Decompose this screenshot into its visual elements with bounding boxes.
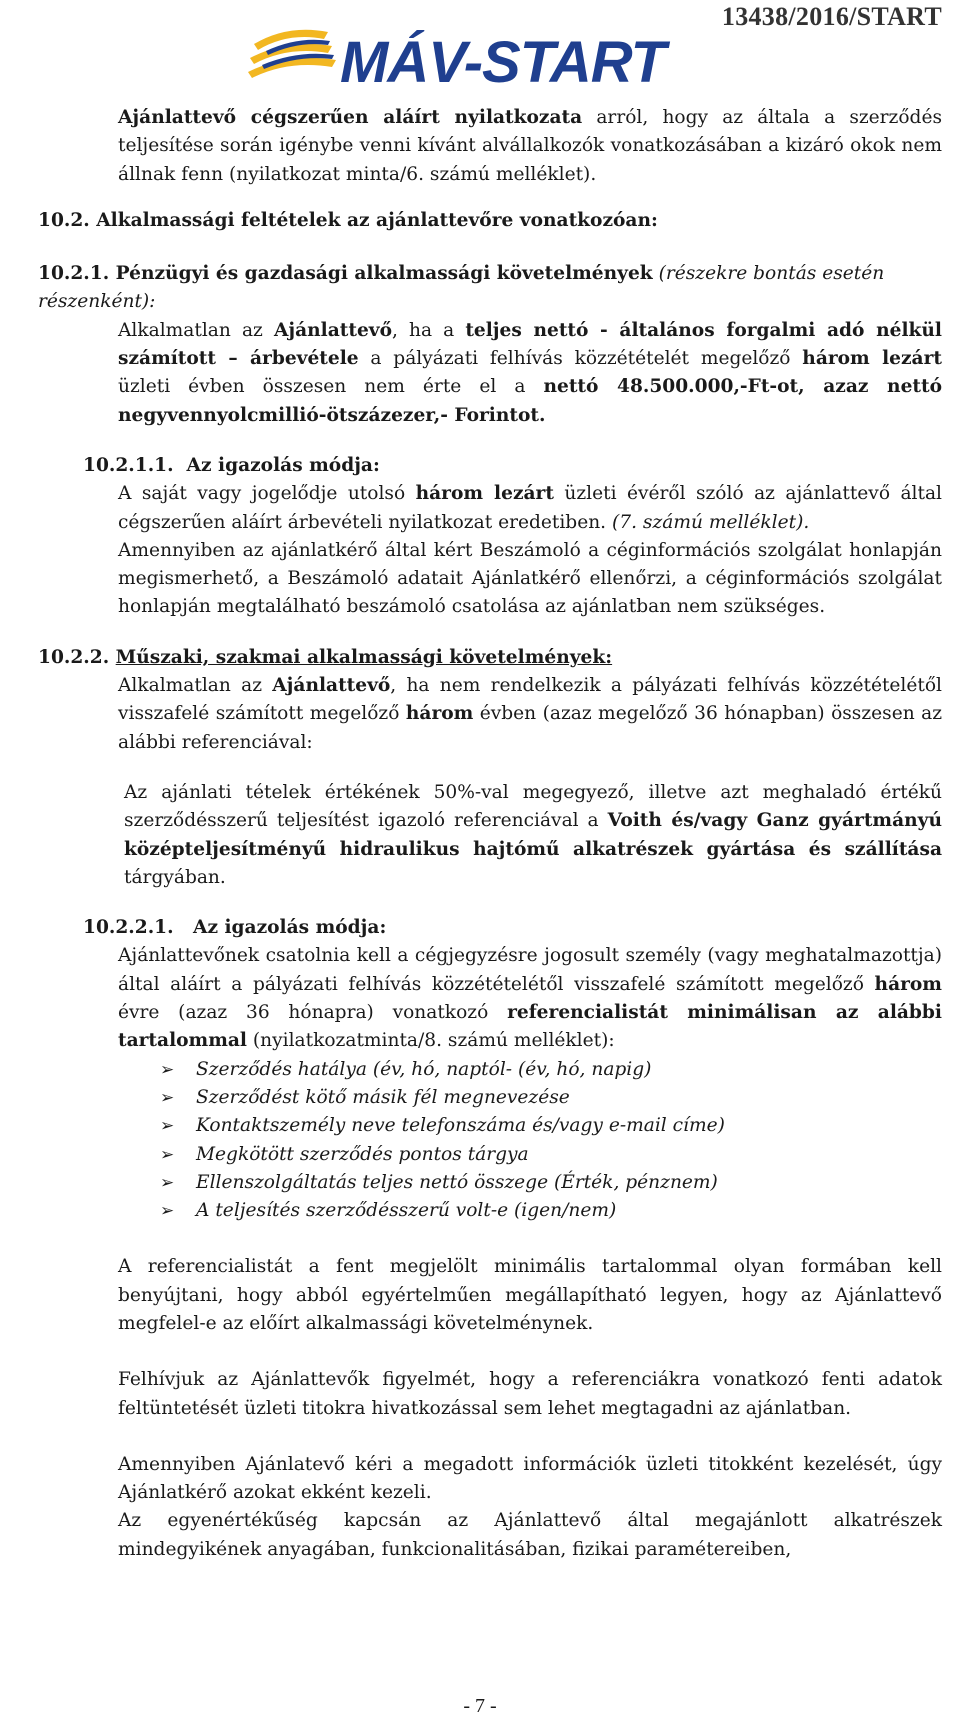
paragraph-trade-secret-notice: Felhívjuk az Ajánlattevők figyelmét, hogy a referenciákra vonatkozó fenti adatok feltüntetését üzleti titokra hivatkozással sem lehet megtagadni az ajánlatban. <box>118 1369 942 1419</box>
section-10-2-heading: 10.2. Alkalmassági feltételek az ajánlattevőre vonatkozóan: <box>38 209 658 231</box>
section-10-2-2-heading: 10.2.2. Műszaki, szakmai alkalmassági követelmények: <box>38 646 613 668</box>
section-10-2-1-text: Alkalmatlan az Ajánlattevő, ha a teljes nettó - általános forgalmi adó nélkül számított – árbevétele a pályázati felhívás közzétételét megelőző három lezárt üzleti évben összesen nem érte el a nettó 48.500.000,-Ft-ot, azaz nettó negyvennyolcmillió-ötszázezer,- Forintot. <box>118 319 942 426</box>
list-item: ➢ A teljesítés szerződésszerű volt-e (igen/nem) <box>160 1197 942 1225</box>
list-item: ➢ Szerződés hatálya (év, hó, naptól- (év, hó, napig) <box>160 1056 942 1084</box>
section-10-2-2-1-heading: 10.2.2.1. Az igazolás módja: <box>83 917 387 939</box>
paragraph-reference-format: A referencialistát a fent megjelölt minimális tartalommal olyan formában kell benyújtani, hogy abból egyértelműen megállapítható legyen, hogy az Ajánlattevő megfelel-e az előírt alkalmassági követelménynek. <box>118 1256 942 1334</box>
mav-start-logo <box>248 24 678 94</box>
list-item: ➢ Kontaktszemély neve telefonszáma és/vagy e-mail címe) <box>160 1112 942 1140</box>
logo-wordmark: MÁV-START <box>340 30 666 94</box>
arrowhead-bullet-icon: ➢ <box>160 1172 175 1193</box>
paragraph-equivalence: Az egyenértékűség kapcsán az Ajánlattevő által megajánlott alkatrészek mindegyikének anyagában, funkcionalitásában, fizikai paramétereiben, <box>118 1510 942 1560</box>
section-10-2-2 <box>38 644 942 892</box>
reference-list-contents <box>118 1056 942 1226</box>
intro-paragraph: Ajánlattevő cégszerűen aláírt nyilatkozata arról, hogy az általa a szerződés teljesítése során igénybe venni kívánt alvállalkozók vonatkozásában a kizáró okok nem állnak fenn (nyilatkozat minta/6. számú melléklet). <box>118 107 942 185</box>
section-10-2-2-1 <box>83 914 942 1564</box>
list-item: ➢ Ellenszolgáltatás teljes nettó összege (Érték, pénznem) <box>160 1169 942 1197</box>
list-item: ➢ Megkötött szerződés pontos tárgya <box>160 1141 942 1169</box>
arrowhead-bullet-icon: ➢ <box>160 1144 175 1165</box>
section-10-2-1-1-note: Amennyiben az ajánlatkérő által kért Beszámoló a céginformációs szolgálat honlapján megismerhető, a Beszámoló adatait Ajánlatkérő ellenőrzi, a céginformációs szolgálat honlapján megtalálható beszámoló csatolása az ajánlatban nem szükséges. <box>118 539 942 618</box>
section-10-2-1-1-text: A saját vagy jogelődje utolsó három lezárt üzleti évéről szóló az ajánlattevő által cégszerűen aláírt árbevételi nyilatkozat eredetiben. (7. számú melléklet). <box>118 483 942 533</box>
arrowhead-bullet-icon: ➢ <box>160 1201 175 1222</box>
arrowhead-bullet-icon: ➢ <box>160 1059 175 1080</box>
arrowhead-bullet-icon: ➢ <box>160 1116 175 1137</box>
reference-requirement: Az ajánlati tételek értékének 50%-val megegyező, illetve azt meghaladó értékű szerződésszerű teljesítést igazoló referenciával a Voith és/vagy Ganz gyártmányú középteljesítményű hidraulikus hajtómű alkatrészek gyártása és szállítása tárgyában. <box>124 781 942 888</box>
document-id: 13438/2016/START <box>721 2 942 31</box>
section-10-2-2-text: Alkalmatlan az Ajánlattevő, ha nem rendelkezik a pályázati felhívás közzétételétől visszafelé számított megelőző három évben (azaz megelőző 36 hónapban) összesen az alábbi referenciával: <box>118 675 942 753</box>
section-10-2-1-1-heading: 10.2.1.1. Az igazolás módja: <box>83 454 380 476</box>
section-10-2-1-1 <box>83 452 942 622</box>
section-10-2-1-heading: 10.2.1. Pénzügyi és gazdasági alkalmassági követelmények (részekre bontás esetén részenként): <box>38 263 885 313</box>
section-10-2-2-1-text: Ajánlattevőnek csatolnia kell a cégjegyzésre jogosult személy (vagy meghatalmazottja) által aláírt a pályázati felhívás közzétételétől visszafelé számított megelőző három évre (azaz 36 hónapra) vonatkozó referencialistát minimálisan az alábbi tartalommal (nyilatkozatminta/8. számú melléklet): <box>118 945 942 1052</box>
arrowhead-bullet-icon: ➢ <box>160 1087 175 1108</box>
document-body <box>38 104 942 1564</box>
page-number: - 7 - <box>463 1695 497 1717</box>
paragraph-trade-secret-request: Amennyiben Ajánlatevő kéri a megadott információk üzleti titokként kezelését, úgy Ajánlatkérő azokat ekként kezeli. <box>118 1453 942 1504</box>
mav-start-logo-icon <box>248 24 678 94</box>
section-10-2-1 <box>38 260 942 430</box>
list-item: ➢ Szerződést kötő másik fél megnevezése <box>160 1084 942 1112</box>
